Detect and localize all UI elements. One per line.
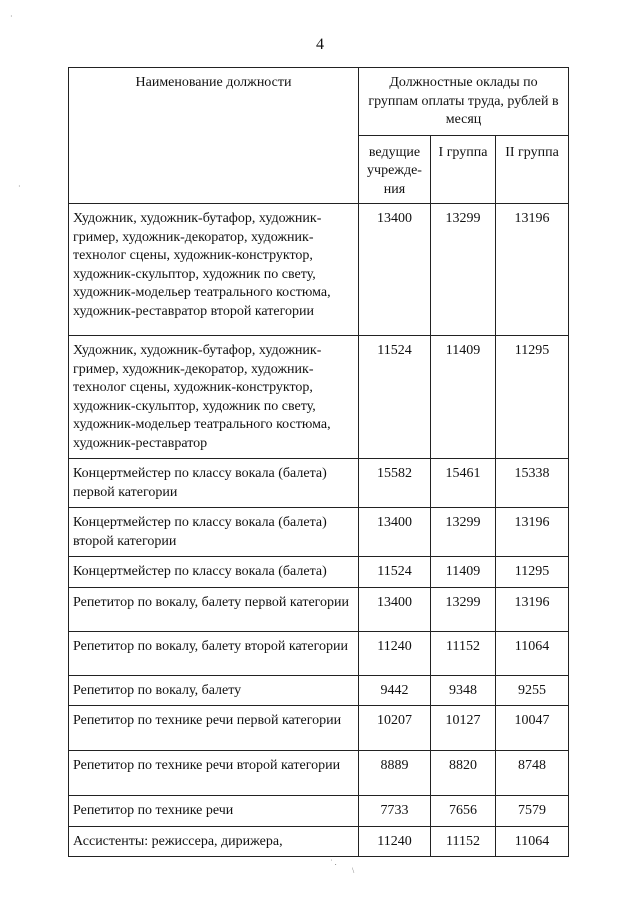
- group2-salary-cell: 13196: [496, 508, 569, 557]
- group2-salary-cell: 11295: [496, 557, 569, 588]
- group1-salary-cell: 11409: [431, 557, 496, 588]
- position-name-cell: Репетитор по технике речи первой категории: [69, 706, 359, 751]
- group1-salary-cell: 13299: [431, 508, 496, 557]
- position-name-cell: Репетитор по технике речи второй категории: [69, 751, 359, 796]
- leading-salary-cell: 7733: [359, 796, 431, 827]
- leading-salary-cell: 15582: [359, 459, 431, 508]
- position-name-cell: Художник, художник-бутафор, художник-гример, художник-декоратор, художник-технолог сцены, художник-конструктор, художник-скульптор, художник по свету, художник-модельер театрального костюма, художник-реставратор: [69, 336, 359, 459]
- leading-salary-cell: 9442: [359, 675, 431, 706]
- leading-salary-cell: 13400: [359, 508, 431, 557]
- leading-salary-cell: 11524: [359, 336, 431, 459]
- group1-salary-cell: 13299: [431, 204, 496, 336]
- table-row: [69, 706, 569, 751]
- table-row: [69, 557, 569, 588]
- group2-salary-cell: 9255: [496, 675, 569, 706]
- table-row: [69, 204, 569, 336]
- table-row: [69, 508, 569, 557]
- position-name-cell: Художник, художник-бутафор, художник-гример, художник-декоратор, художник-технолог сцены, художник-конструктор, художник-скульптор, художник по свету, художник-модельер театрального костюма, художник-реставратор второй категории: [69, 204, 359, 336]
- leading-salary-cell: 11524: [359, 557, 431, 588]
- table-row: [69, 826, 569, 857]
- group2-salary-cell: 10047: [496, 706, 569, 751]
- scan-speck: ˙ .: [330, 858, 337, 867]
- group1-salary-cell: 15461: [431, 459, 496, 508]
- position-name-cell: Концертмейстер по классу вокала (балета) первой категории: [69, 459, 359, 508]
- group1-salary-cell: 9348: [431, 675, 496, 706]
- position-name-cell: Репетитор по технике речи: [69, 796, 359, 827]
- group2-salary-cell: 8748: [496, 751, 569, 796]
- header-salaries-title: Должностные оклады по группам оплаты труда, рублей в месяц: [359, 68, 569, 136]
- header-group-2: II группа: [496, 135, 569, 204]
- scan-speck: ·: [18, 182, 21, 191]
- table-row: [69, 796, 569, 827]
- header-leading-institutions: ведущие учрежде-ния: [359, 135, 431, 204]
- position-name-cell: Концертмейстер по классу вокала (балета): [69, 557, 359, 588]
- position-name-cell: Репетитор по вокалу, балету первой категории: [69, 587, 359, 631]
- table-body: [69, 204, 569, 857]
- table-row: [69, 675, 569, 706]
- leading-salary-cell: 10207: [359, 706, 431, 751]
- group2-salary-cell: 11064: [496, 826, 569, 857]
- leading-salary-cell: 13400: [359, 587, 431, 631]
- position-name-cell: Концертмейстер по классу вокала (балета) второй категории: [69, 508, 359, 557]
- table-row: [69, 751, 569, 796]
- group2-salary-cell: 11064: [496, 631, 569, 675]
- group2-salary-cell: 7579: [496, 796, 569, 827]
- position-name-cell: Ассистенты: режиссера, дирижера,: [69, 826, 359, 857]
- position-name-cell: Репетитор по вокалу, балету: [69, 675, 359, 706]
- group1-salary-cell: 10127: [431, 706, 496, 751]
- group1-salary-cell: 7656: [431, 796, 496, 827]
- group1-salary-cell: 11409: [431, 336, 496, 459]
- table-row: [69, 587, 569, 631]
- position-name-cell: Репетитор по вокалу, балету второй категории: [69, 631, 359, 675]
- group2-salary-cell: 13196: [496, 587, 569, 631]
- group1-salary-cell: 8820: [431, 751, 496, 796]
- group1-salary-cell: 11152: [431, 631, 496, 675]
- table-row: [69, 336, 569, 459]
- header-group-1: I группа: [431, 135, 496, 204]
- leading-salary-cell: 8889: [359, 751, 431, 796]
- leading-salary-cell: 11240: [359, 826, 431, 857]
- scan-speck: \: [352, 866, 355, 875]
- table-row: [69, 631, 569, 675]
- group2-salary-cell: 11295: [496, 336, 569, 459]
- header-position-name: Наименование должности: [69, 68, 359, 204]
- page-number: 4: [316, 36, 324, 53]
- leading-salary-cell: 11240: [359, 631, 431, 675]
- leading-salary-cell: 13400: [359, 204, 431, 336]
- salary-table: [68, 67, 569, 857]
- scan-speck: ·: [10, 12, 13, 21]
- table-row: [69, 459, 569, 508]
- group1-salary-cell: 13299: [431, 587, 496, 631]
- group2-salary-cell: 13196: [496, 204, 569, 336]
- group2-salary-cell: 15338: [496, 459, 569, 508]
- group1-salary-cell: 11152: [431, 826, 496, 857]
